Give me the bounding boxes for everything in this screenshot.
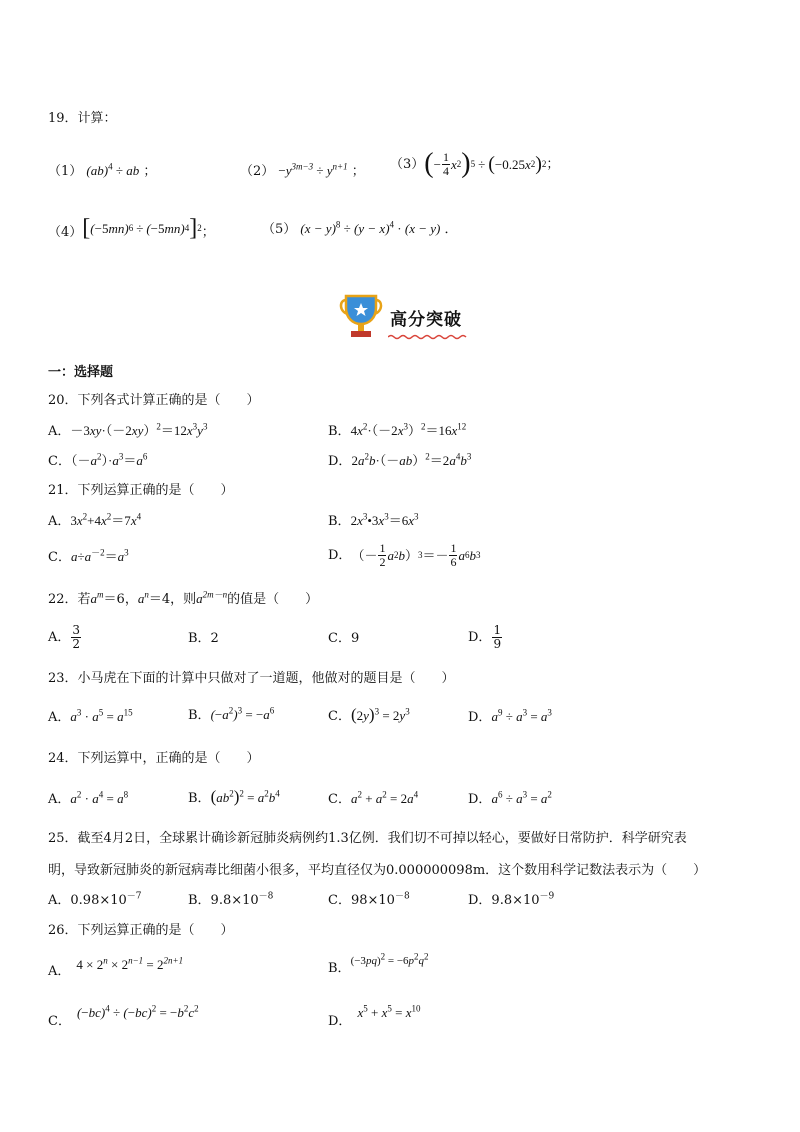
q24-stem: 24．下列运算中，正确的是（ ）: [48, 751, 260, 766]
q21-stem: 21．下列运算正确的是（ ）: [48, 483, 234, 498]
q22-option-b[interactable]: B．2: [188, 631, 219, 646]
q19-part3-expr: ( − $\frac{1}{4}$ x 2 ) 5 ÷ ( −0.25 x 2 ) 2: [424, 148, 547, 179]
q25-line1: 25．截至4月2日，全球累计确诊新冠肺炎病例约1.3亿例．我们切不可掉以轻心，要做好日常防护．科学研究表: [48, 831, 687, 846]
q26-stem: 26．下列运算正确的是（ ）: [48, 923, 234, 938]
q20-option-c[interactable]: C．$(-a^2)\cdot a^3=a^6$: [48, 451, 148, 469]
section-title: 高分突破: [390, 310, 462, 330]
q21-option-a[interactable]: A．$3x^2+4x^2=7x^4$: [48, 511, 142, 529]
q24-option-b[interactable]: B．$(ab^2)^2 = a^2b^4$: [188, 787, 280, 806]
q19-part5: （5） $(x - y)^8 \div (y - x)^4 \cdot (x - y)$ ．: [262, 219, 458, 237]
q26-option-a[interactable]: A． $4 \times 2^n \times 2^{n-1} = 2^{2n+1}$: [48, 955, 184, 979]
q21-option-b[interactable]: B．$2x^3•3x^3=6x^3$: [328, 511, 419, 529]
q23-option-d[interactable]: D．$a^9 \div a^3 = a^3$: [468, 707, 552, 725]
section-heading: 一：选择题: [48, 365, 114, 380]
q26-option-b[interactable]: B．$(-3pq)^2 = -6p^2q^2$: [328, 951, 429, 976]
q19-part2: $(2) -y^{3m-3} \div y^{n+1}$ ；: [240, 161, 365, 179]
q26-option-c[interactable]: C．$(-bc)^4 \div (-bc)^2 = -b^2c^2$: [48, 1003, 199, 1029]
q19-part3: （3） ( − $\frac{1}{4}$ x 2 ) 5 ÷ ( −0.25 x 2 ) 2 ；: [390, 148, 560, 179]
trophy-icon: [338, 290, 384, 340]
q23-option-a[interactable]: A．$a^3 \cdot a^5 = a^{15}$: [48, 707, 133, 725]
q20-option-b[interactable]: B．$4x^2\cdot(-2x^3)^2=16x^{12}$: [328, 421, 467, 439]
q22-option-a[interactable]: A． $\frac{3}{2}$: [48, 622, 81, 651]
q23-option-c[interactable]: C．$(2y)^3 = 2y^3$: [328, 705, 410, 724]
q19-stem: 19．计算：: [48, 111, 117, 126]
q23-option-b[interactable]: B．$(-a^2)^3 = -a^6$: [188, 705, 275, 723]
q25-line2: 明，导致新冠肺炎的新冠病毒比细菌小很多，平均直径仅为0.000000098m．这个数用科学记数法表示为（ ）: [48, 863, 707, 878]
q25-option-b[interactable]: B．$9.8\times 10^{-8}$: [188, 891, 274, 908]
q25-option-a[interactable]: A．$0.98\times 10^{-7}$: [48, 891, 142, 908]
q25-option-d[interactable]: D．$9.8\times 10^{-9}$: [468, 891, 555, 908]
q20-option-a[interactable]: A．$-3xy\cdot(-2xy)^2=12x^3y^3$: [48, 421, 208, 439]
q19-part5-expr: $(x - y)^8 \div (y - x)^4 \cdot (x - y)$: [300, 219, 441, 236]
q19-part4: （4） [ ( −5 mn) 6 ÷ ( −5 mn) 4 ] 2 ；: [48, 215, 215, 241]
q21-option-c[interactable]: C．$a\div a^{-2}=a^3$: [48, 547, 129, 565]
q22-option-c[interactable]: C．9: [328, 631, 360, 646]
q19-part1: （1） (ab)$^4$ ÷ ab ；: [48, 161, 157, 179]
q19-part4-expr: [ ( −5 mn) 6 ÷ ( −5 mn) 4 ] 2: [82, 215, 202, 241]
q24-option-d[interactable]: D．$a^6 \div a^3 = a^2$: [468, 789, 552, 807]
q19-part1-expr: (ab)$^4$ ÷ ab: [86, 161, 140, 178]
q19-part2-expr: $-y^{3m-3} \div y^{n+1}$: [278, 161, 348, 178]
q24-option-a[interactable]: A．$a^2 \cdot a^4 = a^8$: [48, 789, 129, 807]
q22-stem: 22．若$a^m=6$，$a^n=4$，则$a^{2m-n}$的值是（ ）: [48, 589, 319, 607]
q20-option-d[interactable]: D．$2a^2b\cdot(-ab)^2=2a^4b^3$: [328, 451, 472, 469]
section-banner: [338, 290, 468, 342]
q26-option-d[interactable]: D．$x^5 + x^5 = x^{10}$: [328, 1003, 421, 1029]
q23-stem: 23．小马虎在下面的计算中只做对了一道题，他做对的题目是（ ）: [48, 671, 455, 686]
title-wave-underline: [388, 334, 468, 340]
q24-option-c[interactable]: C．$a^2 + a^2 = 2a^4$: [328, 789, 419, 807]
q20-stem: 20．下列各式计算正确的是（ ）: [48, 393, 260, 408]
q22-option-d[interactable]: D． $\frac{1}{9}$: [468, 622, 502, 651]
q25-option-c[interactable]: C．$98\times 10^{-8}$: [328, 891, 410, 908]
q21-option-d[interactable]: D． （－ $\frac{1}{2}$ a 2 b ） 3 ＝－ $\frac{1}{6}$ a 6 b 3: [328, 540, 481, 569]
